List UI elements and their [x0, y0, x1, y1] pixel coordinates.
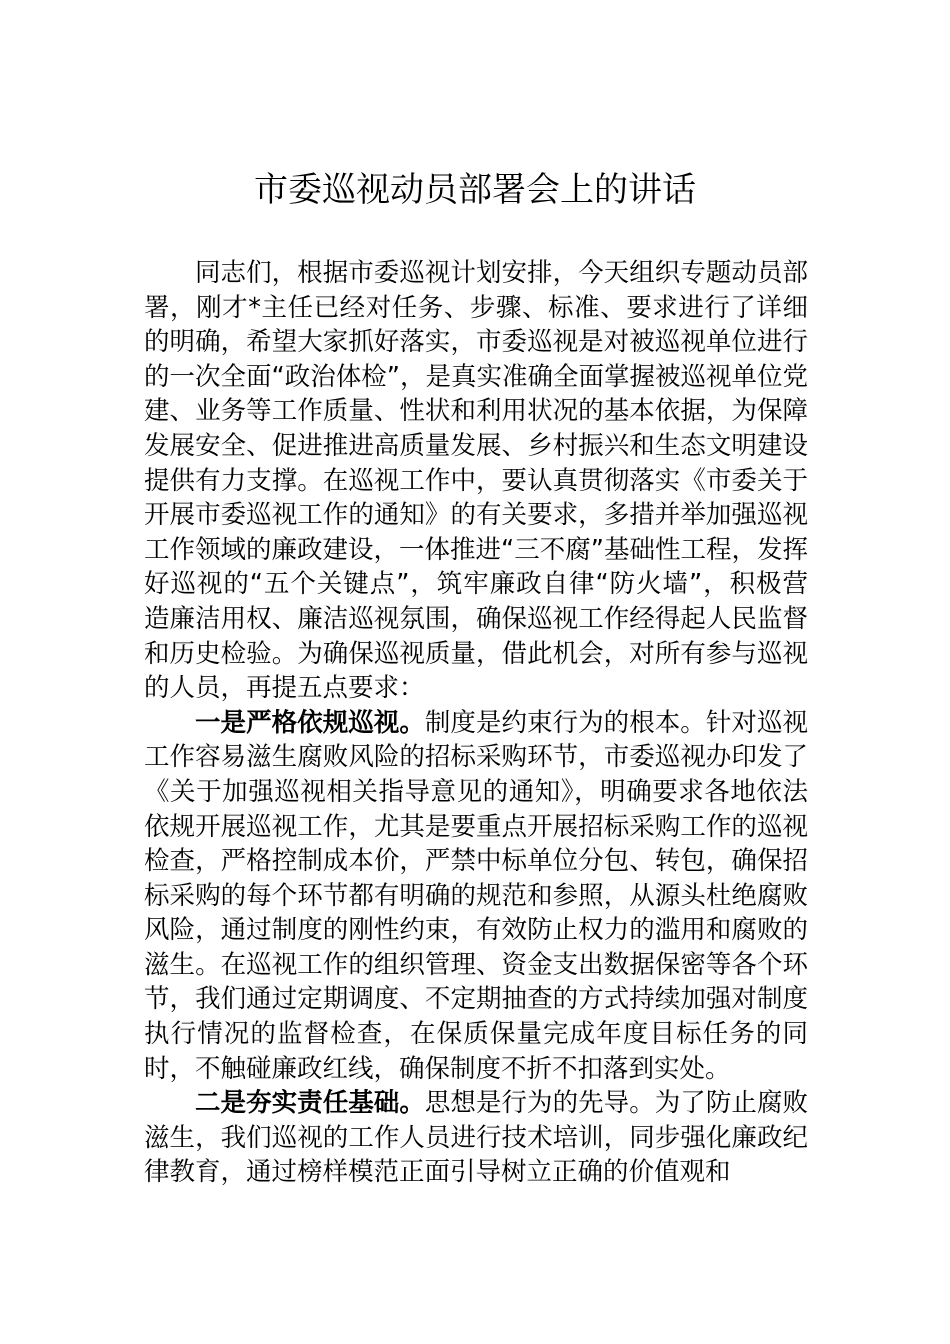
paragraph-text: 思想是行为的先导。为了防止腐败滋生，我们巡视的工作人员进行技术培训，同步强化廉政纪律教育，通过榜样模范正面引导树立正确的价值观和	[144, 1088, 808, 1188]
document-title: 市委巡视动员部署会上的讲话	[254, 170, 696, 210]
paragraph-text: 制度是约束行为的根本。针对巡视工作容易滋生腐败风险的招标采购环节，市委巡视办印发了《关于加强巡视相关指导意见的通知》，明确要求各地依法依规开展巡视工作，尤其是要重点开展招标采购工作的巡视检查，严格控制成本价，严禁中标单位分包、转包，确保招标采购的每个环节都有明确的规范和参照，从源头杜绝腐败风险，通过制度的刚性约束，有效防止权力的滥用和腐败的滋生。在巡视工作的组织管理、资金支出数据保密等各个环节，我们通过定期调度、不定期抽查的方式持续加强对制度执行情况的监督检查，在保质保量完成年度目标任务的同时，不触碰廉政红线，确保制度不折不扣落到实处。	[144, 707, 808, 1084]
paragraph-text: 同志们，根据市委巡视计划安排，今天组织专题动员部署，刚才*主任已经对任务、步骤、标准、要求进行了详细的明确，希望大家抓好落实，市委巡视是对被巡视单位进行的一次全面“政治体检”，是真实准确全面掌握被巡视单位党建、业务等工作质量、性状和利用状况的基本依据，为保障发展安全、促进推进高质量发展、乡村振兴和生态文明建设提供有力支撑。在巡视工作中，要认真贯彻落实《市委关于开展市委巡视工作的通知》的有关要求，多措并举加强巡视工作领域的廉政建设，一体推进“三不腐”基础性工程，发挥好巡视的“五个关键点”，筑牢廉政自律“防火墙”，积极营造廉洁用权、廉洁巡视氛围，确保巡视工作经得起人民监督和历史检验。为确保巡视质量，借此机会，对所有参与巡视的人员，再提五点要求：	[144, 258, 808, 704]
paragraph-point-two	[144, 1086, 808, 1190]
paragraph-lead: 二是夯实责任基础。	[195, 1088, 425, 1119]
paragraph-point-one	[144, 706, 808, 1087]
paragraph-lead: 一是严格依规巡视。	[195, 707, 425, 738]
document-body	[144, 256, 808, 1190]
paragraph-intro	[144, 256, 808, 706]
